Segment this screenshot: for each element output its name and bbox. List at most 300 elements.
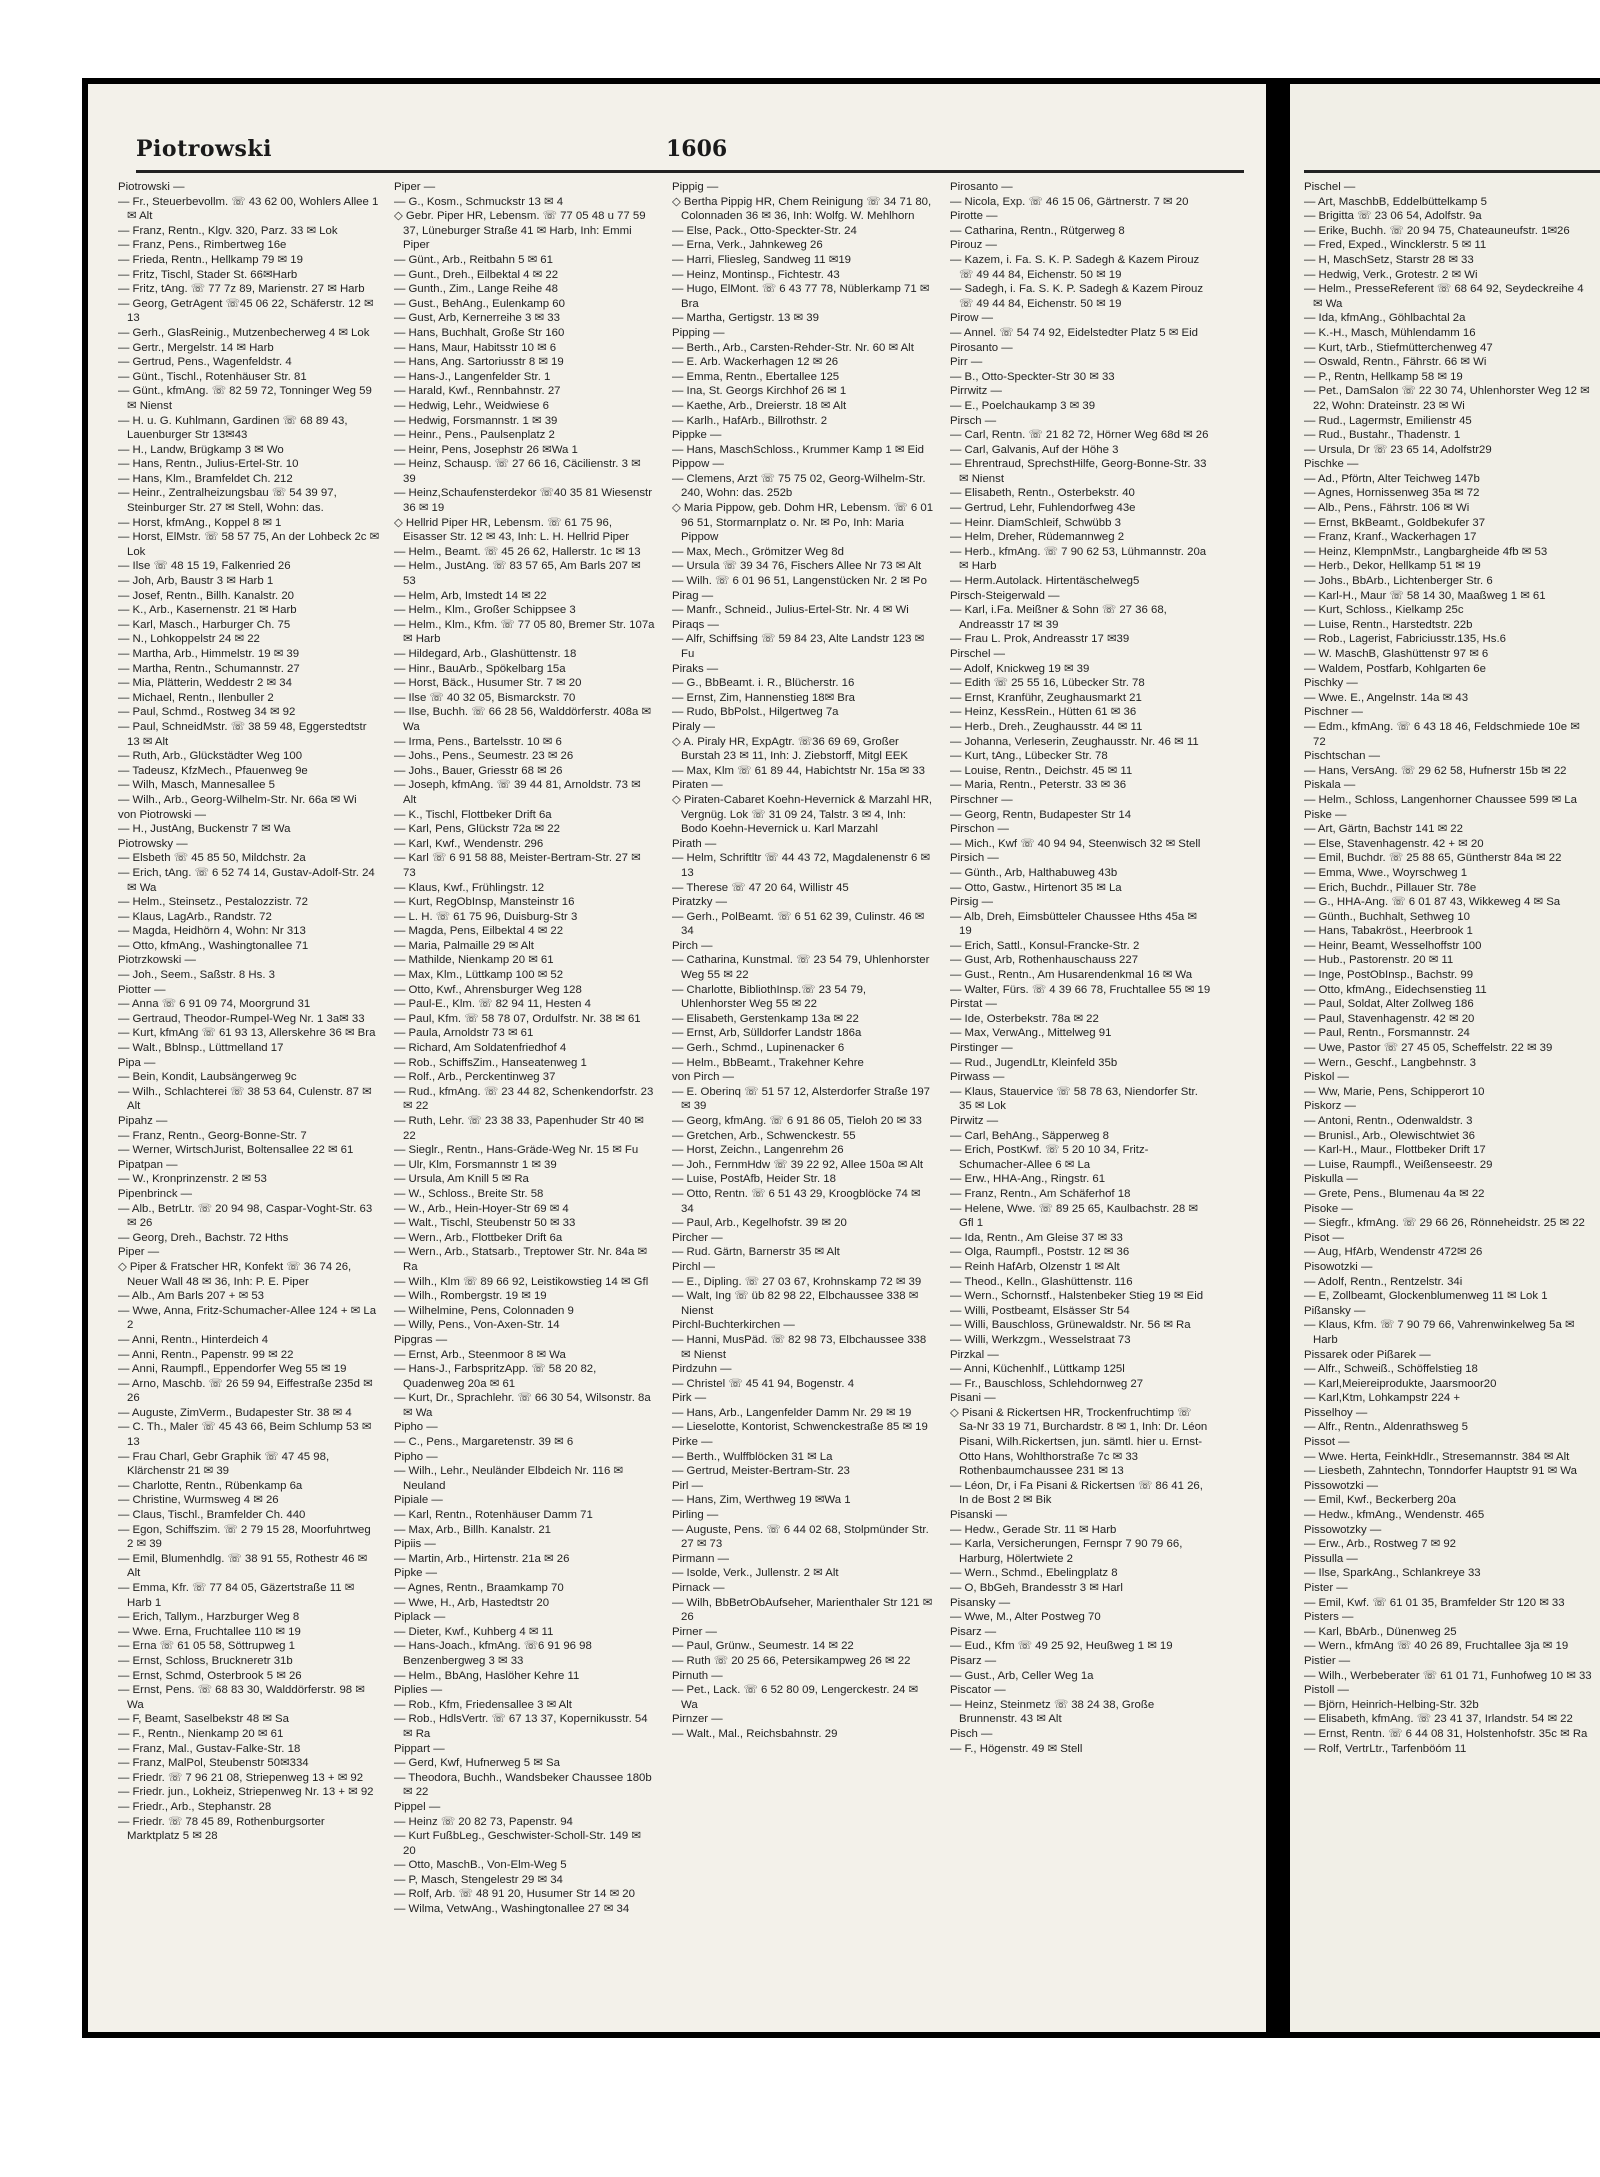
directory-entry: — Franz, Kranf., Wackerhagen 17 xyxy=(1304,531,1477,544)
directory-entry: — E., Poelchaukamp 3 ✉ 39 xyxy=(950,399,1096,412)
directory-entry: — Walt., Mal., Reichsbahnstr. 29 xyxy=(672,1727,838,1740)
directory-entry: — Rob., Lagerist, Fabriciusstr.135, Hs.6 xyxy=(1304,633,1506,646)
directory-entry: — Rolf., Arb., Perckentinweg 37 xyxy=(394,1071,556,1084)
directory-entry: — Willi, Bauschloss, Grünewaldstr. Nr. 56 ✉ Ra xyxy=(950,1319,1191,1332)
directory-entry: — Werner, WirtschJurist, Boltensallee 22 ✉ 61 xyxy=(118,1144,354,1157)
running-head xyxy=(136,136,1236,170)
directory-entry: — Edm., kfmAng. ☏ 6 43 18 46, Feldschmiede 10e ✉ 72 xyxy=(1304,720,1580,748)
directory-entry: — Joseph, kfmAng. ☏ 39 44 81, Arnoldstr. 73 ✉ Alt xyxy=(394,779,641,806)
directory-entry: — Hedwig, Verk., Grotestr. 2 ✉ Wi xyxy=(1304,268,1478,281)
directory-entry: — Willy, Pens., Von-Axen-Str. 14 xyxy=(394,1319,560,1332)
directory-entry: — Wwe, H., Arb, Hastedtstr 20 xyxy=(394,1596,550,1609)
directory-entry: — Ad., Pförtn, Alter Teichweg 147b xyxy=(1304,472,1480,485)
directory-entry: ◇ Maria Pippow, geb. Dohm HR, Lebensm. ☏ 6 01 96 51, Stormarnplatz o. Nr. ✉ Po, Inh: Maria Pippow xyxy=(672,502,934,544)
directory-entry: — Heinr., Pens., Paulsenplatz 2 xyxy=(394,429,555,442)
directory-entry: — Emil, Kwf., Beckerberg 20a xyxy=(1304,1494,1456,1507)
directory-entry: — Berth., Wulffblöcken 31 ✉ La xyxy=(672,1450,833,1463)
directory-entry: — P, Masch, Stengelestr 29 ✉ 34 xyxy=(394,1873,563,1886)
directory-entry: — Heinz, KlempnMstr., Langbargheide 4fb ✉ 53 xyxy=(1304,545,1548,558)
surname-heading: Pirnack — xyxy=(672,1582,725,1594)
directory-entry: — Irma, Pens., Bartelsstr. 10 ✉ 6 xyxy=(394,735,562,748)
directory-entry: — Emma, Rentn., Ebertallee 125 xyxy=(672,370,840,383)
directory-entry: — Sieglr., Rentn., Hans-Gräde-Weg Nr. 15 ✉ Fu xyxy=(394,1144,639,1157)
directory-entry: — Klaus, Stauervice ☏ 58 78 63, Niendorfer Str. 35 ✉ Lok xyxy=(950,1085,1198,1113)
directory-entry: — Franz, Rentn., Am Schäferhof 18 xyxy=(950,1187,1131,1200)
directory-entry: — Elisabeth, Gerstenkamp 13a ✉ 22 xyxy=(672,1012,859,1025)
directory-entry: — Karl ☏ 6 91 58 88, Meister-Bertram-Str. 27 ✉ 73 xyxy=(394,852,641,879)
directory-entry: — Hans, VersAng. ☏ 29 62 58, Hufnerstr 15b ✉ 22 xyxy=(1304,764,1567,777)
surname-heading: Pissot — xyxy=(1304,1436,1350,1449)
surname-heading: Pirch — xyxy=(672,939,713,952)
directory-entry: — Walt., Tischl, Steubenstr 50 ✉ 33 xyxy=(394,1217,576,1230)
directory-entry: — H, MaschSetz, Starstr 28 ✉ 33 xyxy=(1304,253,1474,266)
directory-entry: — Ilse, Buchh. ☏ 66 28 56, Walddörferstr. 408a ✉ Wa xyxy=(394,706,652,733)
directory-entry: — Friedr. ☏ 78 45 89, Rothenburgsorter Marktplatz 5 ✉ 28 xyxy=(118,1815,325,1843)
directory-entry: — Waldem, Postfarb, Kohlgarten 6e xyxy=(1304,662,1486,675)
directory-entry: — Karl-H., Maur., Flottbeker Drift 17 xyxy=(1304,1144,1486,1157)
directory-entry: — Fr., Bauschloss, Schlehdornweg 27 xyxy=(950,1377,1144,1390)
directory-entry: — Charlotte, BibliothInsp.☏ 23 54 79, Uhlenhorster Weg 55 ✉ 22 xyxy=(672,983,867,1011)
surname-heading: Pirke — xyxy=(672,1436,713,1449)
directory-entry: — Wilh., Klm ☏ 89 66 92, Leistikowstieg 14 ✉ Gfl xyxy=(394,1275,649,1288)
surname-heading: Pirow — xyxy=(950,312,994,325)
directory-entry: — Heinz, KessRein., Hütten 61 ✉ 36 xyxy=(950,706,1137,719)
directory-entry: ◇ Hellrid Piper HR, Lebensm. ☏ 61 75 96, Eisasser Str. 12 ✉ 43, Inh: L. H. Hellrid Piper xyxy=(394,516,630,544)
directory-entry: — Rob., SchiffsZim., Hanseatenweg 1 xyxy=(394,1056,587,1069)
directory-entry: — Louise, Rentn., Deichstr. 45 ✉ 11 xyxy=(950,764,1133,777)
directory-entry: — Rud., Lagermstr, Emilienstr 45 xyxy=(1304,414,1472,427)
surname-heading: Piotter — xyxy=(118,983,166,996)
directory-entry: — P., Rentn, Hellkamp 58 ✉ 19 xyxy=(1304,370,1463,383)
surname-heading: Piraly — xyxy=(672,720,716,733)
directory-entry: — Max, Klm ☏ 61 89 44, Habichtstr Nr. 15a ✉ 33 xyxy=(672,764,925,777)
surname-heading: Pirk — xyxy=(672,1392,707,1405)
surname-heading: Pippart — xyxy=(394,1742,445,1755)
directory-entry: — Wwe, Anna, Fritz-Schumacher-Allee 124 + ✉ La 2 xyxy=(118,1304,377,1332)
directory-entry: — Gust., Arb, Celler Weg 1a xyxy=(950,1669,1094,1682)
directory-entry: — Catharina, Kunstmal. ☏ 23 54 79, Uhlenhorster Weg 55 ✉ 22 xyxy=(672,954,930,982)
directory-entry: — Eud., Kfm ☏ 49 25 92, Heußweg 1 ✉ 19 xyxy=(950,1640,1173,1653)
surname-heading: Piplack — xyxy=(394,1611,446,1624)
directory-entry: — Hans-J., FarbspritzApp. ☏ 58 20 82, Quadenweg 20a ✉ 61 xyxy=(394,1363,597,1390)
directory-entry: — Rudo, BbPolst., Hilgertweg 7a xyxy=(672,706,839,719)
directory-entry: — G., HHA-Ang. ☏ 6 01 87 43, Wikkeweg 4 ✉ Sa xyxy=(1304,896,1561,909)
directory-entry: — Fritz, Tischl, Stader St. 66✉Harb xyxy=(118,268,298,281)
directory-entry: — Erw., HHA-Ang., Ringstr. 61 xyxy=(950,1173,1106,1186)
directory-entry: — Klaus, LagArb., Randstr. 72 xyxy=(118,910,272,923)
surname-heading: Piper — xyxy=(394,181,436,193)
directory-entry: — Hans, Klm., Bramfeldet Ch. 212 xyxy=(118,472,293,485)
directory-entry: — Ida, Rentn., Am Gleise 37 ✉ 33 xyxy=(950,1231,1123,1244)
directory-entry: — Helm., BbAng, Haslöher Kehre 11 xyxy=(394,1669,580,1682)
directory-entry: — Wilh., Lehr., Neuländer Elbdeich Nr. 116 ✉ Neuland xyxy=(394,1465,624,1492)
surname-heading: Pirzkal — xyxy=(950,1348,999,1361)
directory-entry: — Bein, Kondit, Laubsängerweg 9c xyxy=(118,1071,297,1084)
surname-heading: Pirosanto — xyxy=(950,341,1013,354)
directory-entry: — Ilse ☏ 48 15 19, Falkenried 26 xyxy=(118,560,291,573)
next-page-header-rule xyxy=(1304,170,1600,173)
directory-entry: — Hedwig, Forsmannstr. 1 ✉ 39 xyxy=(394,414,558,427)
directory-entry: — Emma, Kfr. ☏ 77 84 05, Gäzertstraße 11 ✉ Harb 1 xyxy=(118,1582,355,1609)
directory-entry: — C. Th., Maler ☏ 45 43 66, Beim Schlump 53 ✉ 13 xyxy=(118,1421,372,1449)
surname-heading: Pipahz — xyxy=(118,1115,168,1127)
surname-heading: Pirrwitz — xyxy=(950,385,1002,398)
directory-entry: — Erich, Sattl., Konsul-Francke-Str. 2 xyxy=(950,939,1140,952)
directory-entry: — Heinr, Pens, Josephstr 26 ✉Wa 1 xyxy=(394,443,578,456)
surname-heading: Pissarek oder Pißarek — xyxy=(1304,1348,1431,1361)
directory-entry: — Rob., HdlsVertr. ☏ 67 13 37, Kopernikusstr. 54 ✉ Ra xyxy=(394,1713,648,1740)
directory-entry: — Emil, Blumenhdlg. ☏ 38 91 55, Rothestr 46 ✉ Alt xyxy=(118,1552,368,1580)
directory-entry: — Egon, Schiffszim. ☏ 2 79 15 28, Moorfuhrtweg 2 ✉ 39 xyxy=(118,1523,371,1551)
directory-entry: — Ernst, Kranführ, Zeughausmarkt 21 xyxy=(950,691,1142,704)
directory-entry: — Isolde, Verk., Jullenstr. 2 ✉ Alt xyxy=(672,1567,839,1580)
directory-entry: — Walt., Bblnsp., Lüttmelland 17 xyxy=(118,1042,284,1055)
directory-entry: — Ernst, Schmd, Osterbrook 5 ✉ 26 xyxy=(118,1669,302,1682)
directory-entry: — W. MaschB, Glashüttenstr 97 ✉ 6 xyxy=(1304,648,1489,660)
directory-entry: — Johs., Bauer, Griesstr 68 ✉ 26 xyxy=(394,764,563,777)
directory-entry: — Gust., Rentn., Am Husarendenkmal 16 ✉ Wa xyxy=(950,969,1193,982)
directory-entry: — Ernst, Arb., Steenmoor 8 ✉ Wa xyxy=(394,1348,566,1361)
directory-entry: — Kurt FußbLeg., Geschwister-Scholl-Str. 149 ✉ 20 xyxy=(394,1830,641,1857)
directory-entry: — Inge, PostObInsp., Bachstr. 99 xyxy=(1304,969,1474,982)
directory-entry: — Max, Arb., Billh. Kanalstr. 21 xyxy=(394,1523,552,1536)
directory-entry: — Anni, Rentn., Papenstr. 99 ✉ 22 xyxy=(118,1348,294,1361)
directory-entry: — Walter, Fürs. ☏ 4 39 66 78, Fruchtallee 55 ✉ 19 xyxy=(950,983,1211,996)
column-3 xyxy=(672,180,934,2020)
directory-entry: — Anna ☏ 6 91 09 74, Moorgrund 31 xyxy=(118,998,311,1011)
directory-entry: — Kazem, i. Fa. S. K. P. Sadegh & Kazem Pirouz ☏ 49 44 84, Eichenstr. 50 ✉ 19 xyxy=(950,253,1200,281)
directory-entry: — Hildegard, Arb., Glashüttenstr. 18 xyxy=(394,648,577,660)
surname-heading: Pirstat — xyxy=(950,998,997,1011)
directory-entry: — E. Arb. Wackerhagen 12 ✉ 26 xyxy=(672,356,839,369)
surname-heading: Pirchl-Buchterkirchen — xyxy=(672,1319,795,1332)
directory-entry: — Ursula, Dr ☏ 23 65 14, Adolfstr29 xyxy=(1304,443,1492,456)
directory-entry: — Johs., BbArb., Lichtenberger Str. 6 xyxy=(1304,575,1493,588)
surname-heading: Pipping — xyxy=(672,326,725,339)
directory-entry: — Oswald, Rentn., Fährstr. 66 ✉ Wi xyxy=(1304,356,1487,369)
directory-entry: — Horst, Zeichn., Langenrehm 26 xyxy=(672,1144,844,1157)
directory-entry: — L. H. ☏ 61 75 96, Duisburg-Str 3 xyxy=(394,910,578,923)
directory-entry: — Helm., JustAng. ☏ 83 57 65, Am Barls 207 ✉ 53 xyxy=(394,560,641,588)
surname-heading: Pissowotzki — xyxy=(1304,1479,1379,1492)
directory-entry: — N., Lohkoppelstr 24 ✉ 22 xyxy=(118,633,260,646)
surname-heading: Pipiis — xyxy=(394,1538,436,1551)
directory-entry: — Wern., Schmd., Ebelingplatz 8 xyxy=(950,1567,1118,1580)
surname-heading: Pirchl — xyxy=(672,1260,716,1273)
directory-entry: — Otto, Kwf., Ahrensburger Weg 128 xyxy=(394,983,582,996)
directory-entry: — Hans, Arb., Langenfelder Damm Nr. 29 ✉ 19 xyxy=(672,1406,912,1419)
surname-heading: Piraten — xyxy=(672,779,723,792)
surname-heading: Pirsch-Steigerwald — xyxy=(950,589,1060,602)
surname-heading: Pister — xyxy=(1304,1582,1348,1594)
surname-heading: Pisanski — xyxy=(950,1509,1007,1522)
directory-entry: — Ernst, BkBeamt., Goldbekufer 37 xyxy=(1304,516,1486,529)
directory-entry: — Georg, kfmAng. ☏ 6 91 86 05, Tieloh 20 ✉ 33 xyxy=(672,1115,922,1127)
directory-entry: — H., Landw, Brügkamp 3 ✉ Wo xyxy=(118,443,284,456)
surname-heading: Pisani — xyxy=(950,1392,996,1405)
surname-heading: Pipatpan — xyxy=(118,1158,178,1171)
directory-entry: — Art, MaschbB, Eddelbüttelkamp 5 xyxy=(1304,195,1487,208)
directory-entry: — Ilse ☏ 40 32 05, Bismarckstr. 70 xyxy=(394,691,576,704)
directory-entry: — Hedw., Gerade Str. 11 ✉ Harb xyxy=(950,1523,1117,1536)
directory-entry: — Gretchen, Arb., Schwenckestr. 55 xyxy=(672,1129,856,1142)
directory-entry: — C., Pens., Margaretenstr. 39 ✉ 6 xyxy=(394,1436,574,1449)
directory-entry: — Siegfr., kfmAng. ☏ 29 66 26, Rönneheidstr. 25 ✉ 22 xyxy=(1304,1217,1585,1230)
directory-entry: — Otto, Gastw., Hirtenort 35 ✉ La xyxy=(950,881,1122,894)
directory-entry: — Erw., Arb., Rostweg 7 ✉ 92 xyxy=(1304,1538,1456,1551)
directory-entry: — Frau L. Prok, Andreasstr 17 ✉39 xyxy=(950,633,1130,646)
directory-page xyxy=(88,84,1266,2032)
directory-entry: — Ernst, Zim, Hannenstieg 18✉ Bra xyxy=(672,691,856,704)
directory-entry: — G., Kosm., Schmuckstr 13 ✉ 4 xyxy=(394,195,564,208)
directory-entry: — Gertrud, Lehr, Fuhlendorfweg 43e xyxy=(950,502,1136,515)
surname-heading: Pipiale — xyxy=(394,1494,443,1507)
directory-entry: — Paul, SchneidMstr. ☏ 38 59 48, Eggerstedtstr 13 ✉ Alt xyxy=(118,720,367,748)
directory-entry: — Ernst, Arb, Sülldorfer Landstr 186a xyxy=(672,1027,862,1040)
surname-heading: Pirling — xyxy=(672,1509,719,1522)
directory-entry: — Klaus, Kfm. ☏ 7 90 79 66, Vahrenwinkelweg 5a ✉ Harb xyxy=(1304,1319,1575,1346)
surname-heading: Pirr — xyxy=(950,356,983,369)
directory-entry: — Gertr., Mergelstr. 14 ✉ Harb xyxy=(118,341,274,354)
surname-heading: Piper — xyxy=(118,1246,160,1259)
column-4 xyxy=(950,180,1212,2020)
surname-heading: Pipho — xyxy=(394,1450,438,1463)
directory-entry: — Karl,Ktm, Lohkampstr 224 + xyxy=(1304,1392,1461,1405)
directory-entry: — Hanni, MusPäd. ☏ 82 98 73, Elbchaussee 338 ✉ Nienst xyxy=(672,1333,927,1361)
surname-heading: Pirmann — xyxy=(672,1552,729,1565)
directory-entry: — Otto, kfmAng., Washingtonallee 71 xyxy=(118,939,309,952)
surname-heading: Pirsig — xyxy=(950,896,994,909)
directory-entry: — Emil, Kwf. ☏ 61 01 35, Bramfelder Str 120 ✉ 33 xyxy=(1304,1596,1565,1609)
directory-entry: — Liesbeth, Zahntechn, Tonndorfer Hauptstr 91 ✉ Wa xyxy=(1304,1465,1577,1478)
surname-heading: Pipenbrinck — xyxy=(118,1187,193,1200)
directory-entry: — B., Otto-Speckter-Str 30 ✉ 33 xyxy=(950,370,1115,383)
directory-entry: — Rud., Bustahr., Thadenstr. 1 xyxy=(1304,429,1461,442)
directory-entry: — Helm., BbBeamt., Trakehner Kehre xyxy=(672,1056,864,1069)
directory-entry: — Paul, Rentn., Forsmannstr. 24 xyxy=(1304,1027,1470,1040)
page-gutter xyxy=(1266,78,1290,2038)
directory-entry: — Alb, Dreh, Eimsbütteler Chaussee Hths 45a ✉ 19 xyxy=(950,910,1197,938)
directory-entry: — Fritz, tAng. ☏ 77 7z 89, Marienstr. 27 ✉ Harb xyxy=(118,283,365,296)
directory-entry: — Catharina, Rentn., Rütgerweg 8 xyxy=(950,224,1125,237)
directory-entry: — Hinr., BauArb., Spökelbarg 15a xyxy=(394,662,566,675)
directory-entry: — Karl-H., Maur ☏ 58 14 30, Maaßweg 1 ✉ 61 xyxy=(1304,589,1546,602)
directory-entry: — Dieter, Kwf., Kuhberg 4 ✉ 11 xyxy=(394,1625,554,1638)
directory-entry: — Paul, Schmd., Rostweg 34 ✉ 92 xyxy=(118,706,296,719)
directory-entry: — Gertraud, Theodor-Rumpel-Weg Nr. 1 3a✉ 33 xyxy=(118,1012,365,1025)
directory-entry: — Adolf, Knickweg 19 ✉ 39 xyxy=(950,662,1090,675)
surname-heading: Pirsch — xyxy=(950,414,997,427)
directory-entry: — Hans, MaschSchloss., Krummer Kamp 1 ✉ Eid xyxy=(672,443,924,456)
directory-entry: — Alb., BetrLtr. ☏ 20 94 98, Caspar-Voght-Str. 63 ✉ 26 xyxy=(118,1202,373,1230)
directory-entry: — Gunt., Dreh., Eilbektal 4 ✉ 22 xyxy=(394,268,559,281)
directory-entry: — Paul, Kfm. ☏ 58 78 07, Ordulfstr. Nr. 38 ✉ 61 xyxy=(394,1012,641,1025)
directory-entry: — Harri, Fliesleg, Sandweg 11 ✉19 xyxy=(672,253,852,266)
surname-heading: Piske — xyxy=(1304,808,1347,821)
directory-entry: — Helm, Schriftltr ☏ 44 43 72, Magdalenenstr 6 ✉ 13 xyxy=(672,852,931,879)
surname-heading: Pirwass — xyxy=(950,1071,1005,1084)
directory-entry: — Lieselotte, Kontorist, Schwenckestraße 85 ✉ 19 xyxy=(672,1421,928,1434)
surname-heading: Piraks — xyxy=(672,662,719,675)
surname-heading: Pisarz — xyxy=(950,1654,997,1667)
directory-entry: — Martin, Arb., Hirtenstr. 21a ✉ 26 xyxy=(394,1552,570,1565)
directory-entry: — Wwe. Herta, FeinkHdlr., Stresemannstr. 384 ✉ Alt xyxy=(1304,1450,1570,1463)
directory-entry: — Gust., BehAng., Eulenkamp 60 xyxy=(394,297,565,310)
directory-entry: — Hub., Pastorenstr. 20 ✉ 11 xyxy=(1304,954,1454,967)
surname-heading: Pischky — xyxy=(1304,677,1358,690)
directory-entry: — Otto, kfmAng., Eidechsenstieg 11 xyxy=(1304,983,1487,996)
directory-entry: — K.-H., Masch, Mühlendamm 16 xyxy=(1304,326,1476,339)
directory-entry: — Therese ☏ 47 20 64, Willistr 45 xyxy=(672,881,849,894)
directory-entry: — Paul, Arb., Kegelhofstr. 39 ✉ 20 xyxy=(672,1217,847,1230)
directory-entry: — Helene, Wwe. ☏ 89 25 65, Kaulbachstr. 28 ✉ Gfl 1 xyxy=(950,1202,1198,1230)
directory-entry: — Karl,Meiereiprodukte, Jaarsmoor20 xyxy=(1304,1377,1497,1390)
directory-entry: — G., BbBeamt. i. R., Blücherstr. 16 xyxy=(672,677,855,690)
directory-entry: ◇ Piper & Fratscher HR, Konfekt ☏ 36 74 26, Neuer Wall 48 ✉ 36, Inh: P. E. Piper xyxy=(118,1260,352,1288)
directory-entry: — Léon, Dr, i Fa Pisani & Rickertsen ☏ 86 41 26, In de Bost 2 ✉ Bik xyxy=(950,1479,1203,1507)
running-head-name: Piotrowski xyxy=(136,136,272,162)
directory-entry: — Wwe. E., Angelnstr. 14a ✉ 43 xyxy=(1304,691,1469,704)
directory-entry: — Max, Mech., Grömitzer Weg 8d xyxy=(672,545,844,558)
directory-entry: — Ehrentraud, SprechstHilfe, Georg-Bonne-Str. 33 ✉ Nienst xyxy=(950,458,1207,485)
directory-entry: — Franz, Mal., Gustav-Falke-Str. 18 xyxy=(118,1742,301,1755)
directory-entry: — Heinr, Beamt, Wesselhoffstr 100 xyxy=(1304,939,1482,952)
directory-entry: — Gerh., GlasReinig., Mutzenbecherweg 4 ✉ Lok xyxy=(118,326,370,339)
directory-entry: — E, Zollbeamt, Glockenblumenweg 11 ✉ Lok 1 xyxy=(1304,1290,1548,1303)
directory-entry: — Gertrud, Meister-Bertram-Str. 23 xyxy=(672,1465,850,1478)
surname-heading: Pirwitz — xyxy=(950,1115,999,1127)
surname-heading: Piscator — xyxy=(950,1684,1006,1697)
directory-entry: — Erich, tAng. ☏ 6 52 74 14, Gustav-Adolf-Str. 24 ✉ Wa xyxy=(118,866,375,894)
directory-entry: — Hans-Joach., kfmAng. ☏6 91 96 98 Benzenbergweg 3 ✉ 33 xyxy=(394,1640,592,1667)
surname-heading: Pischke — xyxy=(1304,458,1359,471)
directory-entry: — Rolf, Arb. ☏ 48 91 20, Husumer Str 14 ✉ 20 xyxy=(394,1888,635,1901)
surname-heading: Pipke — xyxy=(394,1567,438,1580)
surname-heading: Pippow — xyxy=(672,458,724,471)
directory-entry: — Herb., kfmAng. ☏ 7 90 62 53, Lühmannstr. 20a ✉ Harb xyxy=(950,545,1207,573)
directory-entry: — Wwe. Erna, Fruchtallee 110 ✉ 19 xyxy=(118,1625,301,1638)
surname-heading: Pirschon — xyxy=(950,823,1009,836)
directory-entry: — Erich, PostKwf. ☏ 5 20 10 34, Fritz-Schumacher-Allee 6 ✉ La xyxy=(950,1144,1149,1171)
directory-entry: — Karl, Masch., Harburger Ch. 75 xyxy=(118,618,291,631)
directory-entry: — Aug, HfArb, Wendenstr 472✉ 26 xyxy=(1304,1246,1483,1259)
surname-heading: Pirnzer — xyxy=(672,1713,723,1726)
directory-entry: — Gust, Arb, Rothenhauschauss 227 xyxy=(950,954,1139,967)
directory-entry: — Mia, Plätterin, Weddestr 2 ✉ 34 xyxy=(118,677,292,690)
directory-entry: — Frieda, Rentn., Hellkamp 79 ✉ 19 xyxy=(118,253,303,266)
directory-entry: — Wilma, VetwAng., Washingtonallee 27 ✉ 34 xyxy=(394,1903,630,1916)
directory-entry: — Anni, Küchenhlf., Lüttkamp 125l xyxy=(950,1363,1125,1376)
directory-entry: — Richard, Am Soldatenfriedhof 4 xyxy=(394,1042,567,1055)
directory-entry: — Erich, Buchdr., Pillauer Str. 78e xyxy=(1304,881,1477,894)
directory-entry: — Karl, Pens, Glückstr 72a ✉ 22 xyxy=(394,823,560,836)
directory-entry: — Hans, Maur, Habitsstr 10 ✉ 6 xyxy=(394,341,557,354)
directory-entry: — Johs., Pens., Seumestr. 23 ✉ 26 xyxy=(394,750,574,763)
directory-entry: — Rolf, VertrLtr., Tarfenböóm 11 xyxy=(1304,1742,1467,1755)
surname-heading: Pissulla — xyxy=(1304,1552,1358,1565)
directory-entry: — Elsbeth ☏ 45 85 50, Mildchstr. 2a xyxy=(118,852,306,865)
directory-entry: — Franz, Pens., Rimbertweg 16e xyxy=(118,239,287,252)
directory-entry: — E., Dipling. ☏ 27 03 67, Krohnskamp 72 ✉ 39 xyxy=(672,1275,922,1288)
directory-entry: — Else, Pack., Otto-Speckter-Str. 24 xyxy=(672,224,857,237)
surname-heading: Pisch — xyxy=(950,1727,993,1740)
directory-entry: — Wern., Schornstf., Halstenbeker Stieg 19 ✉ Eid xyxy=(950,1290,1204,1303)
directory-entry: — F., Högenstr. 49 ✉ Stell xyxy=(950,1742,1083,1755)
directory-entry: — Gertrud, Pens., Wagenfeldstr. 4 xyxy=(118,356,292,369)
directory-entry: — Michael, Rentn., Ilenbuller 2 xyxy=(118,691,274,704)
directory-entry: — Kurt, RegObInsp, Mansteinstr 16 xyxy=(394,896,575,909)
directory-entry: — Karl, Kwf., Wendenstr. 296 xyxy=(394,837,544,850)
next-page-fragment xyxy=(1290,84,1600,2032)
directory-entry: — Gerh., PolBeamt. ☏ 6 51 62 39, Culinstr. 46 ✉ 34 xyxy=(672,910,925,938)
surname-heading: Pippig — xyxy=(672,181,719,193)
directory-entry: — Olga, Raumpfl., Poststr. 12 ✉ 36 xyxy=(950,1246,1130,1259)
directory-entry: — Magda, Heidhörn 4, Wohn: Nr 313 xyxy=(118,925,306,938)
directory-entry: — Willi, Werkzgm., Wesselstraat 73 xyxy=(950,1333,1131,1346)
directory-entry: — Agnes, Rentn., Braamkamp 70 xyxy=(394,1582,564,1594)
directory-entry: — Wilh., Schlachterei ☏ 38 53 64, Culenstr. 87 ✉ Alt xyxy=(118,1085,372,1113)
directory-entry: — Günt., Tischl., Rotenhäuser Str. 81 xyxy=(118,370,307,383)
directory-entry: — Helm, Arb, Imstedt 14 ✉ 22 xyxy=(394,589,547,602)
directory-entry: — Hedw., kfmAng., Wendenstr. 465 xyxy=(1304,1509,1485,1522)
directory-entry: — Wilhelmine, Pens, Colonnaden 9 xyxy=(394,1304,574,1317)
surname-heading: Pirdzuhn — xyxy=(672,1363,732,1376)
directory-entry: — Max, VerwAng., Mittelweg 91 xyxy=(950,1027,1112,1040)
directory-entry: — Kurt, tArb., Stiefmütterchenweg 47 xyxy=(1304,341,1493,354)
directory-entry: — Hans, Buchhalt, Große Str 160 xyxy=(394,326,565,339)
directory-entry: — Horst, kfmAng., Koppel 8 ✉ 1 xyxy=(118,516,282,529)
directory-entry: — Wwe, M., Alter Postweg 70 xyxy=(950,1611,1101,1624)
directory-entry: — Walt, Ing ☏ üb 82 98 22, Elbchaussee 338 ✉ Nienst xyxy=(672,1290,919,1317)
directory-entry: — Manfr., Schneid., Julius-Ertel-Str. Nr. 4 ✉ Wi xyxy=(672,604,909,617)
directory-entry: — W., Arb., Hein-Hoyer-Str 69 ✉ 4 xyxy=(394,1202,569,1215)
directory-entry: — Carl, BehAng., Säpperweg 8 xyxy=(950,1129,1109,1142)
surname-heading: Pippel — xyxy=(394,1800,441,1813)
directory-entry: — Wilh., Arb., Georg-Wilhelm-Str. Nr. 66a ✉ Wi xyxy=(118,793,357,806)
directory-entry: — Edith ☏ 25 55 16, Lübecker Str. 78 xyxy=(950,677,1145,690)
directory-entry: — Franz, Rentn., Klgv. 320, Parz. 33 ✉ Lok xyxy=(118,224,338,237)
surname-heading: Piskol — xyxy=(1304,1071,1349,1084)
directory-entry: — Erike, Buchh. ☏ 20 94 75, Chateauneufstr. 1✉26 xyxy=(1304,224,1570,237)
surname-heading: Piskala — xyxy=(1304,779,1356,792)
scan-border-bottom xyxy=(82,2032,1600,2038)
directory-entry: — H. u. G. Kuhlmann, Gardinen ☏ 68 89 43, Lauenburger Str 13✉43 xyxy=(118,414,348,442)
surname-heading: Piotrowski — xyxy=(118,181,185,193)
directory-entry: ◇ Bertha Pippig HR, Chem Reinigung ☏ 34 71 80, Colonnaden 36 ✉ 36, Inh: Wolfg. W. Mehlhorn xyxy=(672,195,932,223)
directory-entry: — Pet., Lack. ☏ 6 52 80 09, Lengerckestr. 24 ✉ Wa xyxy=(672,1684,919,1711)
directory-entry: — Anni, Raumpfl., Eppendorfer Weg 55 ✉ 19 xyxy=(118,1363,347,1376)
directory-entry: — Heinz ☏ 20 82 73, Papenstr. 94 xyxy=(394,1815,573,1828)
directory-entry: — Heinr., Zentralheizungsbau ☏ 54 39 97, Steinburger Str. 27 ✉ Stell, Wohn: das. xyxy=(118,487,337,515)
surname-heading: Pippke — xyxy=(672,429,722,442)
directory-entry: — Luise, Rentn., Harstedtstr. 22b xyxy=(1304,618,1473,631)
directory-entry: — Herb., Dreh., Zeughausstr. 44 ✉ 11 xyxy=(950,720,1143,733)
directory-entry: — Agnes, Hornissenweg 35a ✉ 72 xyxy=(1304,487,1480,500)
directory-entry: — Günth., Buchhalt, Sethweg 10 xyxy=(1304,910,1470,923)
surname-heading: Pisselhoy — xyxy=(1304,1406,1368,1419)
directory-entry: — W., Kronprinzenstr. 2 ✉ 53 xyxy=(118,1173,267,1186)
surname-heading: Piotrzkowski — xyxy=(118,954,196,967)
surname-heading: Pirosanto — xyxy=(950,181,1013,193)
directory-entry: — Ruth ☏ 20 25 66, Petersikampweg 26 ✉ 22 xyxy=(672,1654,911,1667)
directory-entry: — Willi, Postbeamt, Elsässer Str 54 xyxy=(950,1304,1130,1317)
surname-heading: Pisansky — xyxy=(950,1596,1011,1609)
column-2 xyxy=(394,180,656,2020)
directory-entry: — Hans, Zim, Werthweg 19 ✉Wa 1 xyxy=(672,1494,851,1507)
directory-entry: — Hugo, ElMont. ☏ 6 43 77 78, Nüblerkamp 71 ✉ Bra xyxy=(672,283,930,310)
header-rule xyxy=(136,170,1244,173)
surname-heading: Pirag — xyxy=(672,589,714,602)
